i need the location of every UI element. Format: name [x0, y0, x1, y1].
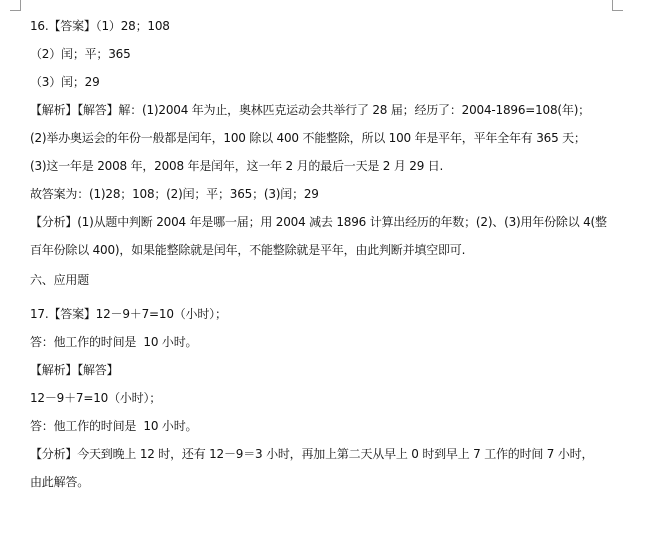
analysis-16-line-2: (2)举办奥运会的年份一般都是闰年，100 除以 400 不能整除，所以 100 年是平年，平年全年有 365 天；	[30, 131, 586, 145]
analysis-16-line-3: (3)这一年是 2008 年，2008 年是闰年，这一年 2 月的最后一天是 2 月 29 日.	[30, 159, 444, 173]
analysis-17-heading: 【解析】【解答】	[30, 363, 119, 377]
answer-17-line-2: 答：他工作的时间是 10 小时。	[30, 335, 198, 349]
reasoning-16-line-1: 【分析】(1)从题中判断 2004 年是哪一届；用 2004 减去 1896 计算出经历的年数；(2)、(3)用年份除以 4(整	[30, 215, 607, 229]
answer-16-line-1: 16.【答案】（1）28；108	[30, 19, 170, 33]
answer-17-line-1: 17.【答案】12－9＋7=10（小时）；	[30, 307, 227, 321]
page-corner-mark-right	[612, 0, 623, 11]
analysis-16-line-1: 【解析】【解答】解：(1)2004 年为止，奥林匹克运动会共举行了 28 届；经历了：2004-1896=108(年)；	[30, 103, 590, 117]
answer-16-summary: 故答案为：(1)28；108；(2)闰；平；365；(3)闰；29	[30, 187, 319, 201]
page-corner-mark-left	[10, 0, 21, 11]
reasoning-16-line-2: 百年份除以 400)，如果能整除就是闰年，不能整除就是平年，由此判断并填空即可.	[30, 243, 466, 257]
section-heading: 六、应用题	[30, 273, 90, 287]
analysis-17-answer: 答：他工作的时间是 10 小时。	[30, 419, 198, 433]
analysis-17-equation: 12－9＋7=10（小时）；	[30, 391, 162, 405]
reasoning-17-line-2: 由此解答。	[30, 475, 90, 489]
answer-16-line-2: （2）闰；平；365	[30, 47, 131, 61]
reasoning-17-line-1: 【分析】今天到晚上 12 时，还有 12－9＝3 小时，再加上第二天从早上 0 时到早上 7 工作的时间 7 小时，	[30, 447, 594, 461]
answer-16-line-3: （3）闰；29	[30, 75, 100, 89]
